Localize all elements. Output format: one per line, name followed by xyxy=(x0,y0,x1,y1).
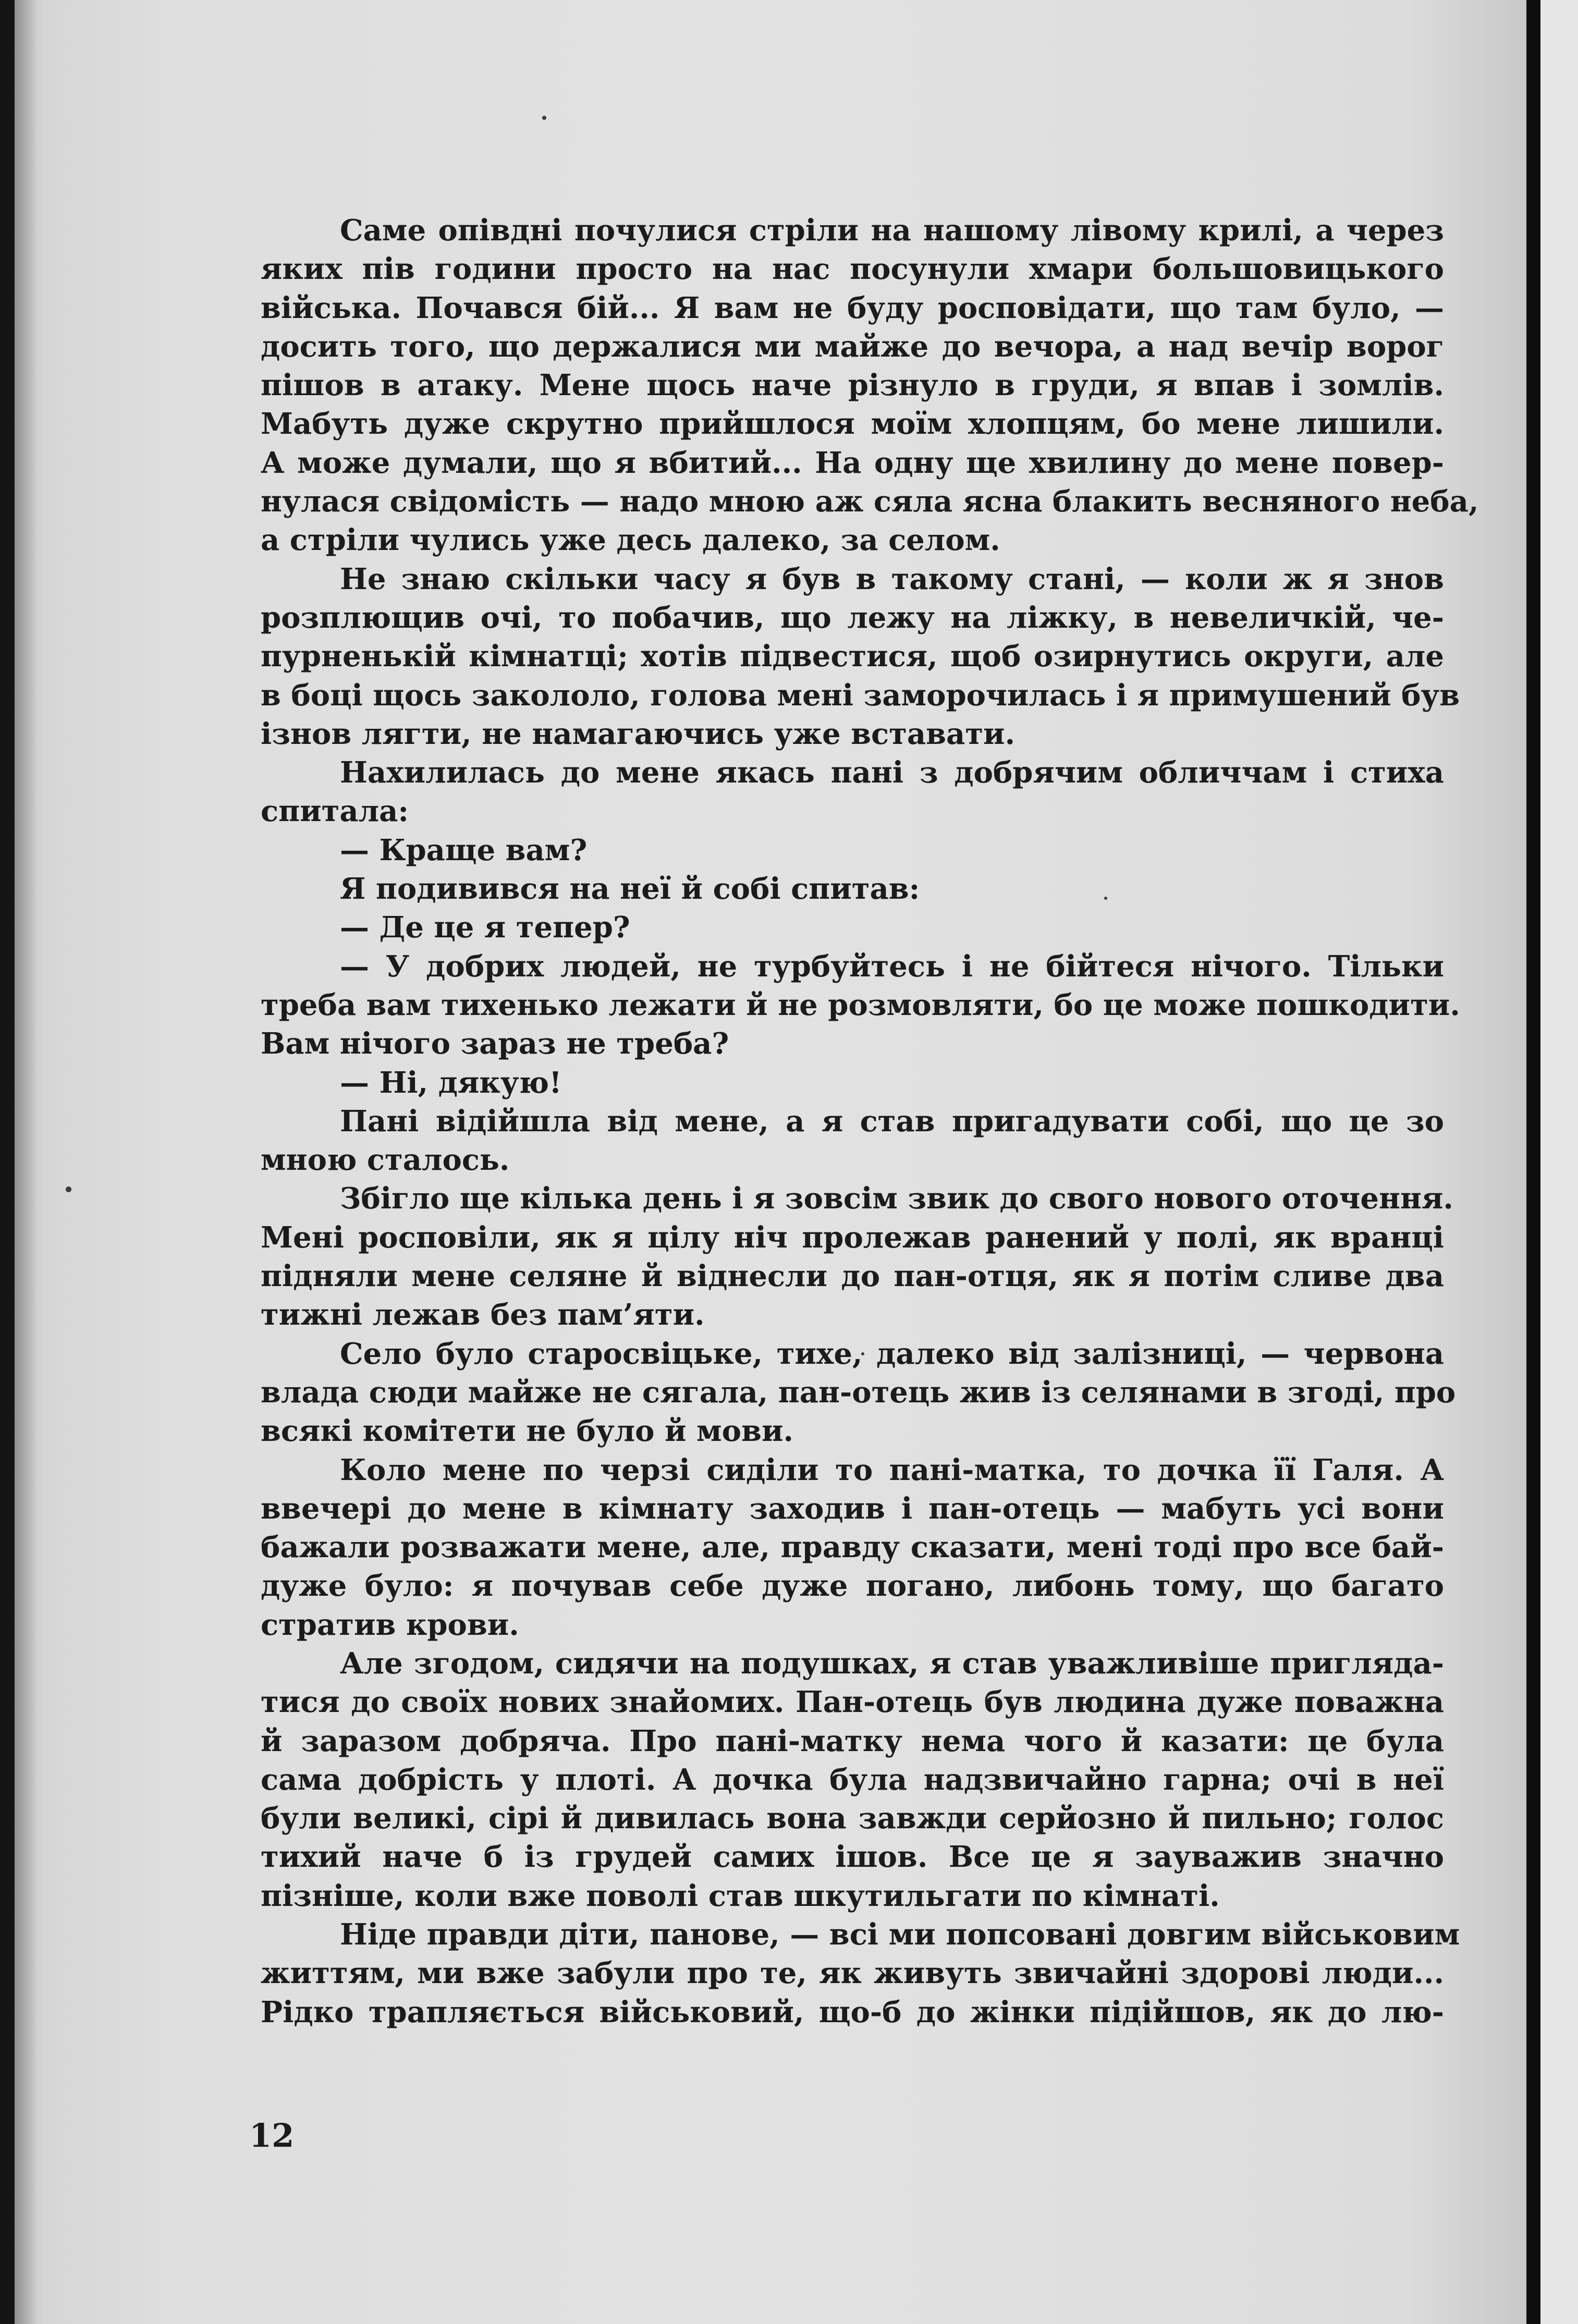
paragraph xyxy=(261,947,1460,1063)
text-line: Саме опівдні почулися стріли на нашому лівому крилі, а через xyxy=(340,213,1444,248)
paragraph xyxy=(261,1644,1444,1915)
text-line: всякі комітети не було й мови. xyxy=(261,1414,793,1449)
text-line: були великі, сірі й дивилась вона завжди серйозно й пильно; голос xyxy=(261,1801,1444,1836)
text-line: а стріли чулись уже десь далеко, за селом. xyxy=(261,523,1000,558)
text-line: Село було старосвіцьке, тихе, далеко від залізниці, — червона xyxy=(340,1336,1444,1371)
text-line: — У добрих людей, не турбуйтесь і не бійтеся нічого. Тільки xyxy=(340,949,1444,984)
text-line: досить того, що держалися ми майже до вечора, а над вечір ворог xyxy=(261,329,1444,364)
text-line: тижні лежав без пам’яти. xyxy=(261,1298,705,1332)
paragraph xyxy=(261,211,1479,560)
text-line: влада сюди майже не сягала, пан-отець жив із селянами в згоді, про xyxy=(261,1375,1456,1410)
text-line: Коло мене по черзі сиділи то пані-матка, то дочка її Галя. А xyxy=(340,1452,1444,1487)
text-line: пізніше, коли вже поволі став шкутильгати по кімнаті. xyxy=(261,1878,1220,1913)
text-line: Я подивився на неї й собі спитав: xyxy=(340,872,920,907)
paragraph xyxy=(261,908,1444,947)
paragraph xyxy=(261,753,1444,831)
body-text xyxy=(261,211,1479,2032)
paragraph xyxy=(261,1063,1444,1102)
text-line: пішов в атаку. Мене щось наче різнуло в груди, я впав і зомлів. xyxy=(261,368,1444,403)
text-line: війська. Почався бій... Я вам не буду росповідати, що там було, — xyxy=(261,290,1444,325)
text-line: сама добрість у плоті. А дочка була надзвичайно гарна; очі в неї xyxy=(261,1762,1444,1797)
dust-speck xyxy=(542,116,546,120)
text-line: Нахилилась до мене якась пані з добрячим обличчам і стиха xyxy=(340,755,1444,790)
text-line: бажали розважати мене, але, правду сказати, мені тоді про все бай- xyxy=(261,1530,1444,1565)
text-line: мною сталось. xyxy=(261,1143,510,1178)
dust-speck xyxy=(66,1187,71,1192)
text-line: в боці щось закололо, голова мені заморочилась і я примушений був xyxy=(261,678,1460,713)
text-line: А може думали, що я вбитий... На одну ще хвилину до мене повер- xyxy=(261,445,1444,480)
text-line: спитала: xyxy=(261,794,409,829)
book-spine-shadow xyxy=(15,0,35,2324)
text-line: життям, ми вже забули про те, як живуть звичайні здорові люди... xyxy=(261,1956,1444,1991)
text-line: яких пів години просто на нас посунули хмари большовицького xyxy=(261,252,1444,287)
text-line: стратив крови. xyxy=(261,1607,519,1642)
scan-border xyxy=(1527,0,1541,2324)
text-line: підняли мене селяне й віднесли до пан-отця, як я потім сливе два xyxy=(261,1259,1444,1294)
paragraph xyxy=(261,1335,1456,1451)
text-line: розплющив очі, то побачив, що лежу на ліжку, в невеличкій, че- xyxy=(261,600,1444,635)
text-line: — Краще вам? xyxy=(340,833,588,867)
text-line: нулася свідомість — надо мною аж сяла ясна блакить весняного неба, xyxy=(261,484,1479,519)
paragraph xyxy=(261,870,1444,908)
next-page-edge xyxy=(1540,0,1578,2324)
text-line: Але згодом, сидячи на подушках, я став уважливіше приглядa- xyxy=(340,1646,1444,1681)
text-line: Не знаю скільки часу я був в такому стані, — коли ж я знов xyxy=(340,561,1444,596)
paragraph xyxy=(261,560,1460,753)
paragraph xyxy=(261,1451,1444,1644)
paragraph xyxy=(261,1102,1444,1180)
text-line: тихий наче б із грудей самих ішов. Все це я зауважив значно xyxy=(261,1840,1444,1875)
text-line: — Де це я тепер? xyxy=(340,910,630,945)
text-line: Вам нічого зараз не треба? xyxy=(261,1026,729,1061)
paragraph xyxy=(261,831,1444,870)
text-line: ввечері до мене в кімнату заходив і пан-отець — мабуть усі вони xyxy=(261,1491,1444,1526)
text-line: Пані відійшла від мене, а я став пригадувати собі, що це зо xyxy=(340,1104,1444,1139)
text-line: Мені росповіли, як я цілу ніч пролежав ранений у полі, як вранці xyxy=(261,1220,1444,1255)
text-line: дуже було: я почував себе дуже погано, либонь тому, що багато xyxy=(261,1569,1444,1604)
text-line: пурненькій кімнатці; хотів підвестися, щоб озирнутись округи, але xyxy=(261,639,1444,674)
paragraph xyxy=(261,1179,1453,1334)
text-line: ізнов лягти, не намагаючись уже вставати. xyxy=(261,716,1016,751)
text-line: Мабуть дуже скрутно прийшлося моїм хлопцям, бо мене лишили. xyxy=(261,407,1444,442)
text-line: тися до своїх нових знайомих. Пан-отець був людина дуже поважна xyxy=(261,1685,1444,1720)
page-number: 12 xyxy=(249,2117,295,2155)
text-line: й заразом добряча. Про пані-матку нема чого й казати: це була xyxy=(261,1723,1444,1758)
text-line: треба вам тихенько лежати й не розмовляти, бо це може пошкодити. xyxy=(261,987,1460,1022)
text-line: Рідко трапляється військовий, що-б до жінки підійшов, як до лю- xyxy=(261,1995,1444,2029)
text-line: Збігло ще кілька день і я зовсім звик до свого нового оточення. xyxy=(340,1181,1453,1216)
text-line: Ніде правди діти, панове, — всі ми попсовані довгим військовим xyxy=(340,1917,1460,1952)
paragraph xyxy=(261,1915,1460,2032)
text-line: — Ні, дякую! xyxy=(340,1065,562,1100)
